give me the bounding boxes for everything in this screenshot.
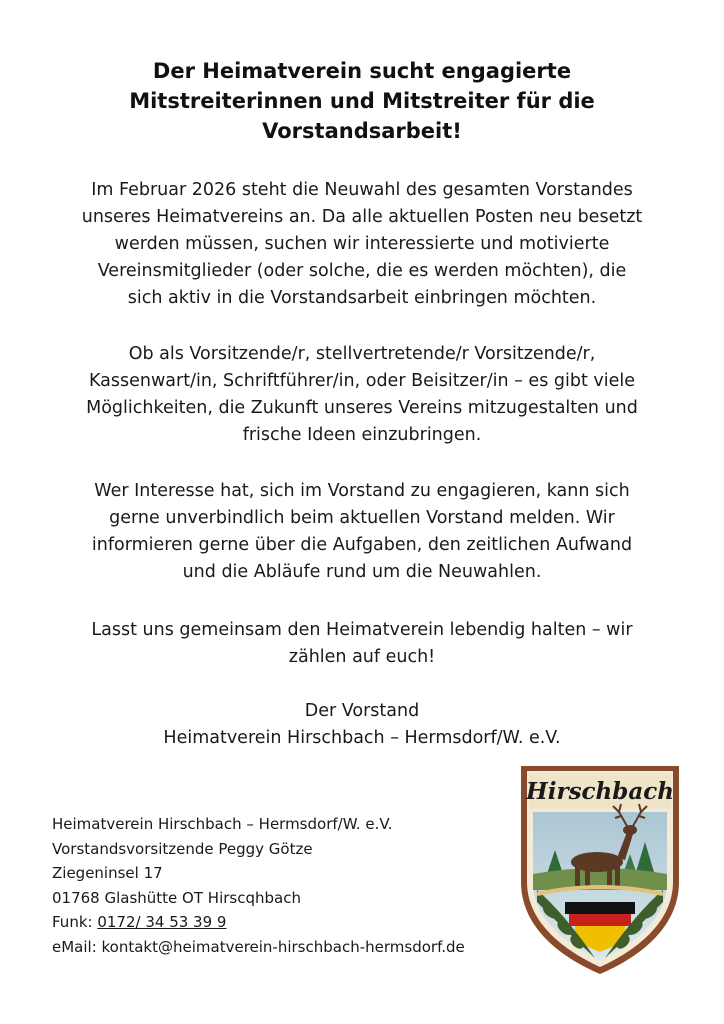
contact-org: Heimatverein Hirschbach – Hermsdorf/W. e.V. bbox=[52, 815, 393, 833]
text-line: zählen auf euch! bbox=[288, 647, 436, 667]
contact-city: 01768 Glashütte OT Hirscqhbach bbox=[52, 888, 301, 907]
contact-block bbox=[52, 812, 512, 959]
text-line: Vereinsmitglieder (oder solche, die es werden möchten), die bbox=[97, 261, 627, 281]
text-line: unseres Heimatvereins an. Da alle aktuellen Posten neu besetzt bbox=[81, 207, 643, 227]
roles-paragraph bbox=[40, 341, 684, 449]
contact-call-paragraph bbox=[40, 478, 684, 586]
contact-phone-row bbox=[52, 910, 512, 935]
hirschbach-crest bbox=[515, 762, 685, 978]
headline-line: Der Heimatverein sucht engagierte bbox=[152, 59, 572, 83]
contact-chair: Vorstandsvorsitzende Peggy Götze bbox=[52, 839, 313, 858]
contact-street: Ziegeninsel 17 bbox=[52, 864, 163, 882]
text-line: Lasst uns gemeinsam den Heimatverein lebendig halten – wir bbox=[91, 620, 633, 640]
text-line: werden müssen, suchen wir interessierte und motivierte bbox=[114, 234, 610, 254]
signature-line: Der Vorstand bbox=[304, 701, 420, 721]
text-line: und die Abläufe rund um die Neuwahlen. bbox=[182, 562, 542, 582]
flag-red bbox=[569, 914, 631, 926]
phone-label: Funk: bbox=[52, 913, 98, 931]
text-line: Möglichkeiten, die Zukunft unseres Vereins mitzugestalten und bbox=[86, 398, 638, 418]
headline bbox=[60, 56, 664, 146]
signature-line: Heimatverein Hirschbach – Hermsdorf/W. e.V. bbox=[163, 728, 561, 748]
text-line: gerne unverbindlich beim aktuellen Vorstand melden. Wir bbox=[109, 508, 615, 528]
headline-line: Vorstandsarbeit! bbox=[262, 119, 462, 143]
text-line: Kassenwart/in, Schriftführer/in, oder Beisitzer/in – es gibt viele bbox=[89, 371, 635, 391]
text-line: Wer Interesse hat, sich im Vorstand zu engagieren, kann sich bbox=[94, 481, 630, 501]
contact-email[interactable]: eMail: kontakt@heimatverein-hirschbach-hermsdorf.de bbox=[52, 937, 465, 956]
text-line: Ob als Vorsitzende/r, stellvertretende/r Vorsitzende/r, bbox=[128, 344, 596, 364]
crest-title: Hirschbach bbox=[526, 778, 674, 805]
headline-line: Mitstreiterinnen und Mitstreiter für die bbox=[129, 89, 595, 113]
flag-black bbox=[565, 902, 635, 914]
phone-link[interactable]: 0172/ 34 53 39 9 bbox=[97, 913, 227, 931]
text-line: informieren gerne über die Aufgaben, den zeitlichen Aufwand bbox=[91, 535, 633, 555]
text-line: sich aktiv in die Vorstandsarbeit einbringen möchten. bbox=[127, 288, 597, 308]
text-line: Im Februar 2026 steht die Neuwahl des gesamten Vorstandes bbox=[91, 180, 633, 200]
signature bbox=[40, 698, 684, 752]
closing-paragraph bbox=[40, 617, 684, 671]
intro-paragraph bbox=[40, 177, 684, 312]
text-line: frische Ideen einzubringen. bbox=[242, 425, 482, 445]
